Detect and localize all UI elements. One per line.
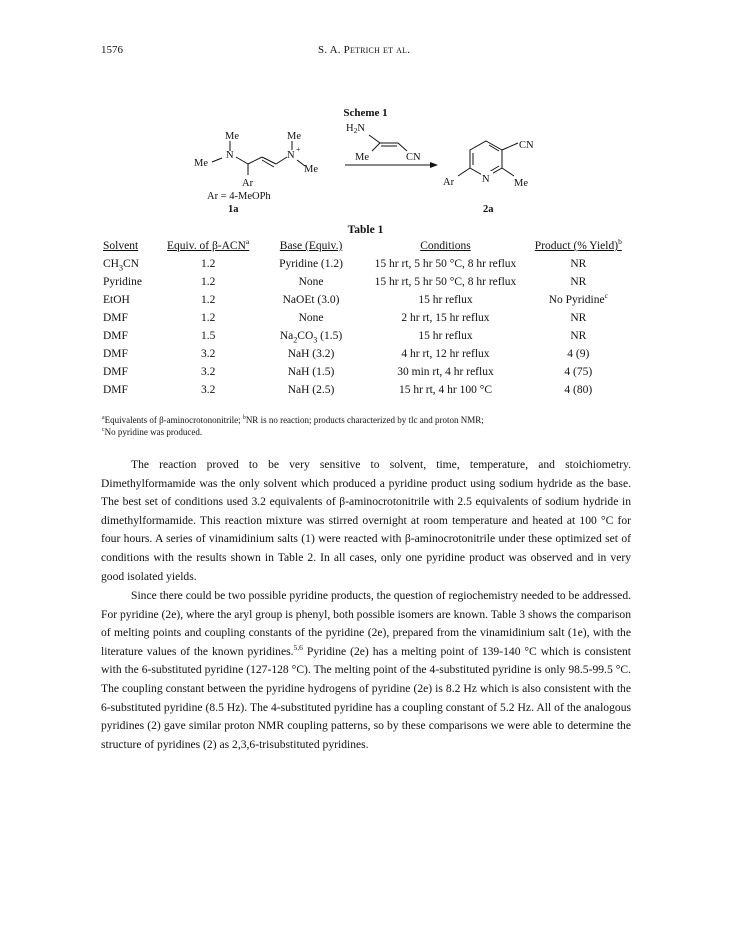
reagent-me: Me xyxy=(355,152,369,163)
table-row xyxy=(100,381,630,399)
product-n: N xyxy=(482,174,490,185)
header-solvent: Solvent xyxy=(103,240,139,252)
reactant-me-right: Me xyxy=(304,164,318,175)
cell-base: None xyxy=(298,276,324,288)
cell-equiv: 1.5 xyxy=(200,330,216,342)
cell-base: $Na_2CO_3$ (1.5) xyxy=(279,330,343,345)
reaction-scheme xyxy=(0,0,731,232)
cell-equiv: 1.2 xyxy=(200,294,216,306)
table-title: Table 1 xyxy=(347,224,384,236)
cell-product: No Pyridine$^c$ xyxy=(548,291,608,306)
cell-product: 4 (9) xyxy=(567,348,590,360)
reactant-plus-charge: + xyxy=(296,145,301,154)
reagent-h2n: H2N xyxy=(346,123,365,135)
cell-base: None xyxy=(298,312,324,324)
reactant-n-right: N xyxy=(287,150,295,161)
cell-solvent: DMF xyxy=(103,330,128,342)
table-row xyxy=(100,309,630,327)
cell-conditions: 15 hr rt, 5 hr 50 °C, 8 hr reflux xyxy=(374,276,517,288)
cell-equiv: 3.2 xyxy=(200,366,216,378)
product-cn: CN xyxy=(519,140,534,151)
header-equiv: Equiv. of β-ACN$^a$ xyxy=(167,237,250,252)
cell-base: NaH (3.2) xyxy=(287,348,335,360)
cell-base: NaH (1.5) xyxy=(287,366,335,378)
reactant-ar: Ar xyxy=(242,178,254,189)
compound-2a-label: 2a xyxy=(483,204,494,215)
body-paragraph-2: Since there could be two possible pyridine products, the question of regiochemistry needed to be addressed. For pyridine (2e), where the aryl group is phenyl, both possible isomers are known. Table 3 shows the comparison of melting points and coupling constants of the pyridine (2e), prepared from the vinamidinium salt (1e), with the literature values of the known pyridines.$^{5,6}$ Pyridine (2e) has a melting point of 139-140 °C which is consistent with the 6-substituted pyridine (127-128 °C). The melting point of the 4-substituted pyridine is only 98.5-99.5 °C. The coupling constant between the pyridine hydrogens of pyridine (2e) is 8.2 Hz which is also consistent with the 6-substituted pyridine (8.5 Hz). The 4-substituted pyridine has a coupling constant of 5.2 Hz. All of the analogous pyridines (2) gave similar proton NMR coupling patterns, so by these comparisons we were able to determine the structure of pyridines (2) as 2,3,6-trisubstituted pyridines. xyxy=(101,589,632,751)
reactant-me-top-right: Me xyxy=(287,131,301,142)
table-row xyxy=(100,345,630,363)
cell-solvent: Pyridine xyxy=(103,276,142,288)
cell-base: NaH (2.5) xyxy=(287,384,335,396)
product-ar: Ar xyxy=(443,177,455,188)
cell-product: NR xyxy=(570,312,587,324)
cell-conditions: 15 hr reflux xyxy=(418,330,473,342)
cell-product: NR xyxy=(570,276,587,288)
body-paragraph-1: The reaction proved to be very sensitive to solvent, time, temperature, and stoichiometry. Dimethylformamide was the only solvent which produced a pyridine product using sodium hydride as the base. The best set of conditions used 3.2 equivalents of β-aminocrotonitrile with 2.5 equivalents of sodium hydride in dimethylformamide. This reaction mixture was stirred overnight at room temperature and heated at 100 °C for four hours. A series of vinamidinium salts (1) were reacted with β-aminocrotonitrile under these optimized set of conditions with the results shown in Table 2. In all cases, only one pyridine product was observed and in very good isolated yields. xyxy=(101,458,631,583)
cell-solvent: DMF xyxy=(103,366,128,378)
header-base: Base (Equiv.) xyxy=(279,240,343,252)
running-head: S. A. Petrich et al. xyxy=(318,44,411,56)
cell-conditions: 15 hr reflux xyxy=(418,294,473,306)
cell-product: NR xyxy=(570,330,587,342)
aryl-definition: Ar = 4-MeOPh xyxy=(207,191,271,202)
cell-conditions: 15 hr rt, 4 hr 100 °C xyxy=(398,384,493,396)
reagent-cn: CN xyxy=(406,152,421,163)
cell-conditions: 15 hr rt, 5 hr 50 °C, 8 hr reflux xyxy=(374,258,517,270)
cell-base: NaOEt (3.0) xyxy=(282,294,340,306)
table-row xyxy=(100,291,630,309)
cell-solvent: DMF xyxy=(103,348,128,360)
footnote-line-2: $^c$No pyridine was produced. xyxy=(102,427,203,437)
reagent-structure xyxy=(369,135,407,151)
cell-solvent: DMF xyxy=(103,312,128,324)
header-conditions: Conditions xyxy=(420,240,471,252)
product-me: Me xyxy=(514,178,528,189)
table-row xyxy=(100,327,630,345)
scheme-title: Scheme 1 xyxy=(343,107,388,119)
table-row xyxy=(100,255,630,273)
cell-solvent: DMF xyxy=(103,384,128,396)
cell-conditions: 30 min rt, 4 hr reflux xyxy=(397,366,494,378)
cell-equiv: 1.2 xyxy=(200,312,216,324)
cell-conditions: 2 hr rt, 15 hr reflux xyxy=(401,312,490,324)
cell-solvent: EtOH xyxy=(103,294,130,306)
cell-equiv: 3.2 xyxy=(200,348,216,360)
table-row xyxy=(100,273,630,291)
page-number: 1576 xyxy=(101,44,123,56)
reactant-me-left: Me xyxy=(194,158,208,169)
cell-base: Pyridine (1.2) xyxy=(279,258,343,270)
cell-product: NR xyxy=(570,258,587,270)
cell-equiv: 1.2 xyxy=(200,258,216,270)
table-footnotes xyxy=(102,414,632,438)
results-table xyxy=(100,238,630,399)
cell-product: 4 (75) xyxy=(564,366,593,378)
header-product: Product (% Yield)$^b$ xyxy=(534,237,622,252)
table-row xyxy=(100,363,630,381)
footnote-line-1: $^a$Equivalents of β-aminocrotononitrile; $^b$NR is no reaction; products characterized by tlc and proton NMR; xyxy=(102,415,484,425)
table-header-row xyxy=(100,238,630,255)
compound-1a-label: 1a xyxy=(228,204,239,215)
cell-solvent: $CH_3CN$ xyxy=(103,258,139,273)
cell-equiv: 3.2 xyxy=(200,384,216,396)
cell-equiv: 1.2 xyxy=(200,276,216,288)
cell-product: 4 (80) xyxy=(564,384,593,396)
reactant-n-left: N xyxy=(226,150,234,161)
reactant-me-top-left: Me xyxy=(225,131,239,142)
cell-conditions: 4 hr rt, 12 hr reflux xyxy=(401,348,490,360)
